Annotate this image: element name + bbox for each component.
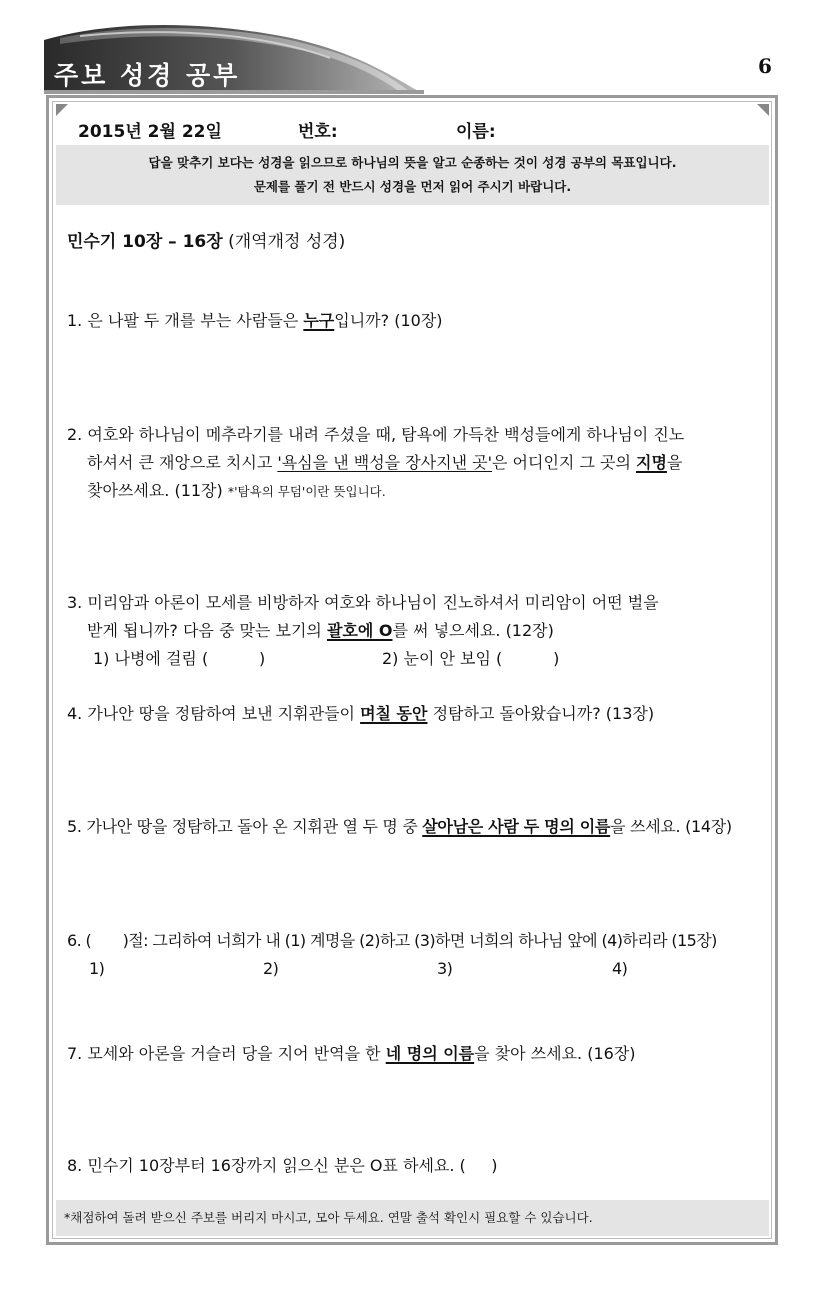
corner-triangle-top-left <box>56 104 68 116</box>
notice-line-2: 문제를 풀기 전 반드시 성경을 먼저 읽어 주시기 바랍니다. <box>253 179 572 194</box>
q5-text-end: 을 쓰세요. (14장) <box>610 817 732 836</box>
corner-triangle-top-right <box>757 104 769 116</box>
q2-quote: '욕심을 낸 백성을 장사지낸 곳' <box>277 453 492 472</box>
q6-line-1: 6. ( )절: 그리하여 너희가 내 (1) 계명을 (2)하고 (3)하면 너희의 하나님 앞에 (4)하리라 (15장) <box>67 931 717 950</box>
q1-text: 1. 은 나팔 두 개를 부는 사람들은 <box>67 311 304 330</box>
q6-answer-3[interactable]: 3) <box>437 959 453 978</box>
q6-answer-4[interactable]: 4) <box>612 959 628 978</box>
q2-line-3-text: 찾아쓰세요. (11장) <box>87 481 223 500</box>
q3-line-1: 3. 미리암과 아론이 모세를 비방하자 여호와 하나님이 진노하셔서 미리암이 어떤 벌을 <box>67 593 659 612</box>
q3-option-2[interactable]: 2) 눈이 안 보임 ( ) <box>382 649 560 668</box>
q7-keyword: 네 명의 이름 <box>385 1044 475 1063</box>
q3-option-1[interactable]: 1) 나병에 걸림 ( ) <box>93 649 266 668</box>
question-2 <box>67 421 684 506</box>
q2-line-3 <box>67 477 684 506</box>
section-title-main: 민수기 10장 – 16장 <box>67 232 223 252</box>
q2-line-2 <box>67 449 684 477</box>
notice-box <box>56 145 769 205</box>
question-4 <box>67 700 654 728</box>
q6-answers <box>67 955 717 983</box>
q4-text-end: 정탐하고 돌아왔습니까? (13장) <box>427 704 655 723</box>
q2-line-2-mid: 은 어디인지 그 곳의 <box>492 453 636 472</box>
q7-text: 7. 모세와 아론을 거슬러 당을 지어 반역을 한 <box>67 1044 386 1063</box>
q1-text-end: 입니까? (10장) <box>334 311 443 330</box>
q3-line-2-post: 를 써 넣으세요. (12장) <box>392 621 554 640</box>
q3-keyword: 괄호에 O <box>326 621 393 640</box>
q3-options <box>67 645 659 673</box>
footer-note: *채점하여 돌려 받으신 주보를 버리지 마시고, 모아 두세요. 연말 출석 확인시 필요할 수 있습니다. <box>56 1200 769 1236</box>
q3-line-2 <box>67 617 659 645</box>
question-3 <box>67 589 659 673</box>
q2-keyword: 지명 <box>636 453 667 472</box>
q2-note: *'탐욕의 무덤'이란 뜻입니다. <box>227 484 386 499</box>
q5-keyword: 살아남은 사람 두 명의 이름 <box>422 817 611 836</box>
q1-keyword: 누구 <box>303 311 335 330</box>
question-5 <box>67 813 732 841</box>
q5-text: 5. 가나안 땅을 정탐하고 돌아 온 지휘관 열 두 명 중 <box>67 817 423 836</box>
page-number: 6 <box>758 54 772 78</box>
q3-line-2-pre: 받게 됩니까? 다음 중 맞는 보기의 <box>87 621 327 640</box>
date-field: 2015년 2월 22일 <box>78 122 222 142</box>
question-8: 8. 민수기 10장부터 16장까지 읽으신 분은 O표 하세요. ( ) <box>67 1156 498 1175</box>
q6-answer-1[interactable]: 1) <box>89 959 105 978</box>
header-title: 주보 성경 공부 <box>54 61 241 90</box>
section-title-version: (개역개정 성경) <box>222 232 346 252</box>
q2-line-2-pre: 하셔서 큰 재앙으로 치시고 <box>87 453 278 472</box>
q7-text-end: 을 찾아 쓰세요. (16장) <box>474 1044 636 1063</box>
question-6 <box>67 927 717 983</box>
q6-answer-2[interactable]: 2) <box>263 959 279 978</box>
q2-line-2-post: 을 <box>666 453 683 472</box>
number-label: 번호: <box>298 122 338 142</box>
notice-line-1: 답을 맞추기 보다는 성경을 읽으므로 하나님의 뜻을 알고 순종하는 것이 성경 공부의 목표입니다. <box>148 155 677 170</box>
question-7 <box>67 1040 636 1068</box>
question-1 <box>67 307 443 335</box>
q4-keyword: 며칠 동안 <box>360 704 428 723</box>
q2-line-1: 2. 여호와 하나님이 메추라기를 내려 주셨을 때, 탐욕에 가득찬 백성들에게 하나님이 진노 <box>67 425 685 444</box>
q4-text: 4. 가나안 땅을 정탐하여 보낸 지휘관들이 <box>67 704 361 723</box>
section-title <box>67 227 345 252</box>
name-label: 이름: <box>456 122 496 142</box>
